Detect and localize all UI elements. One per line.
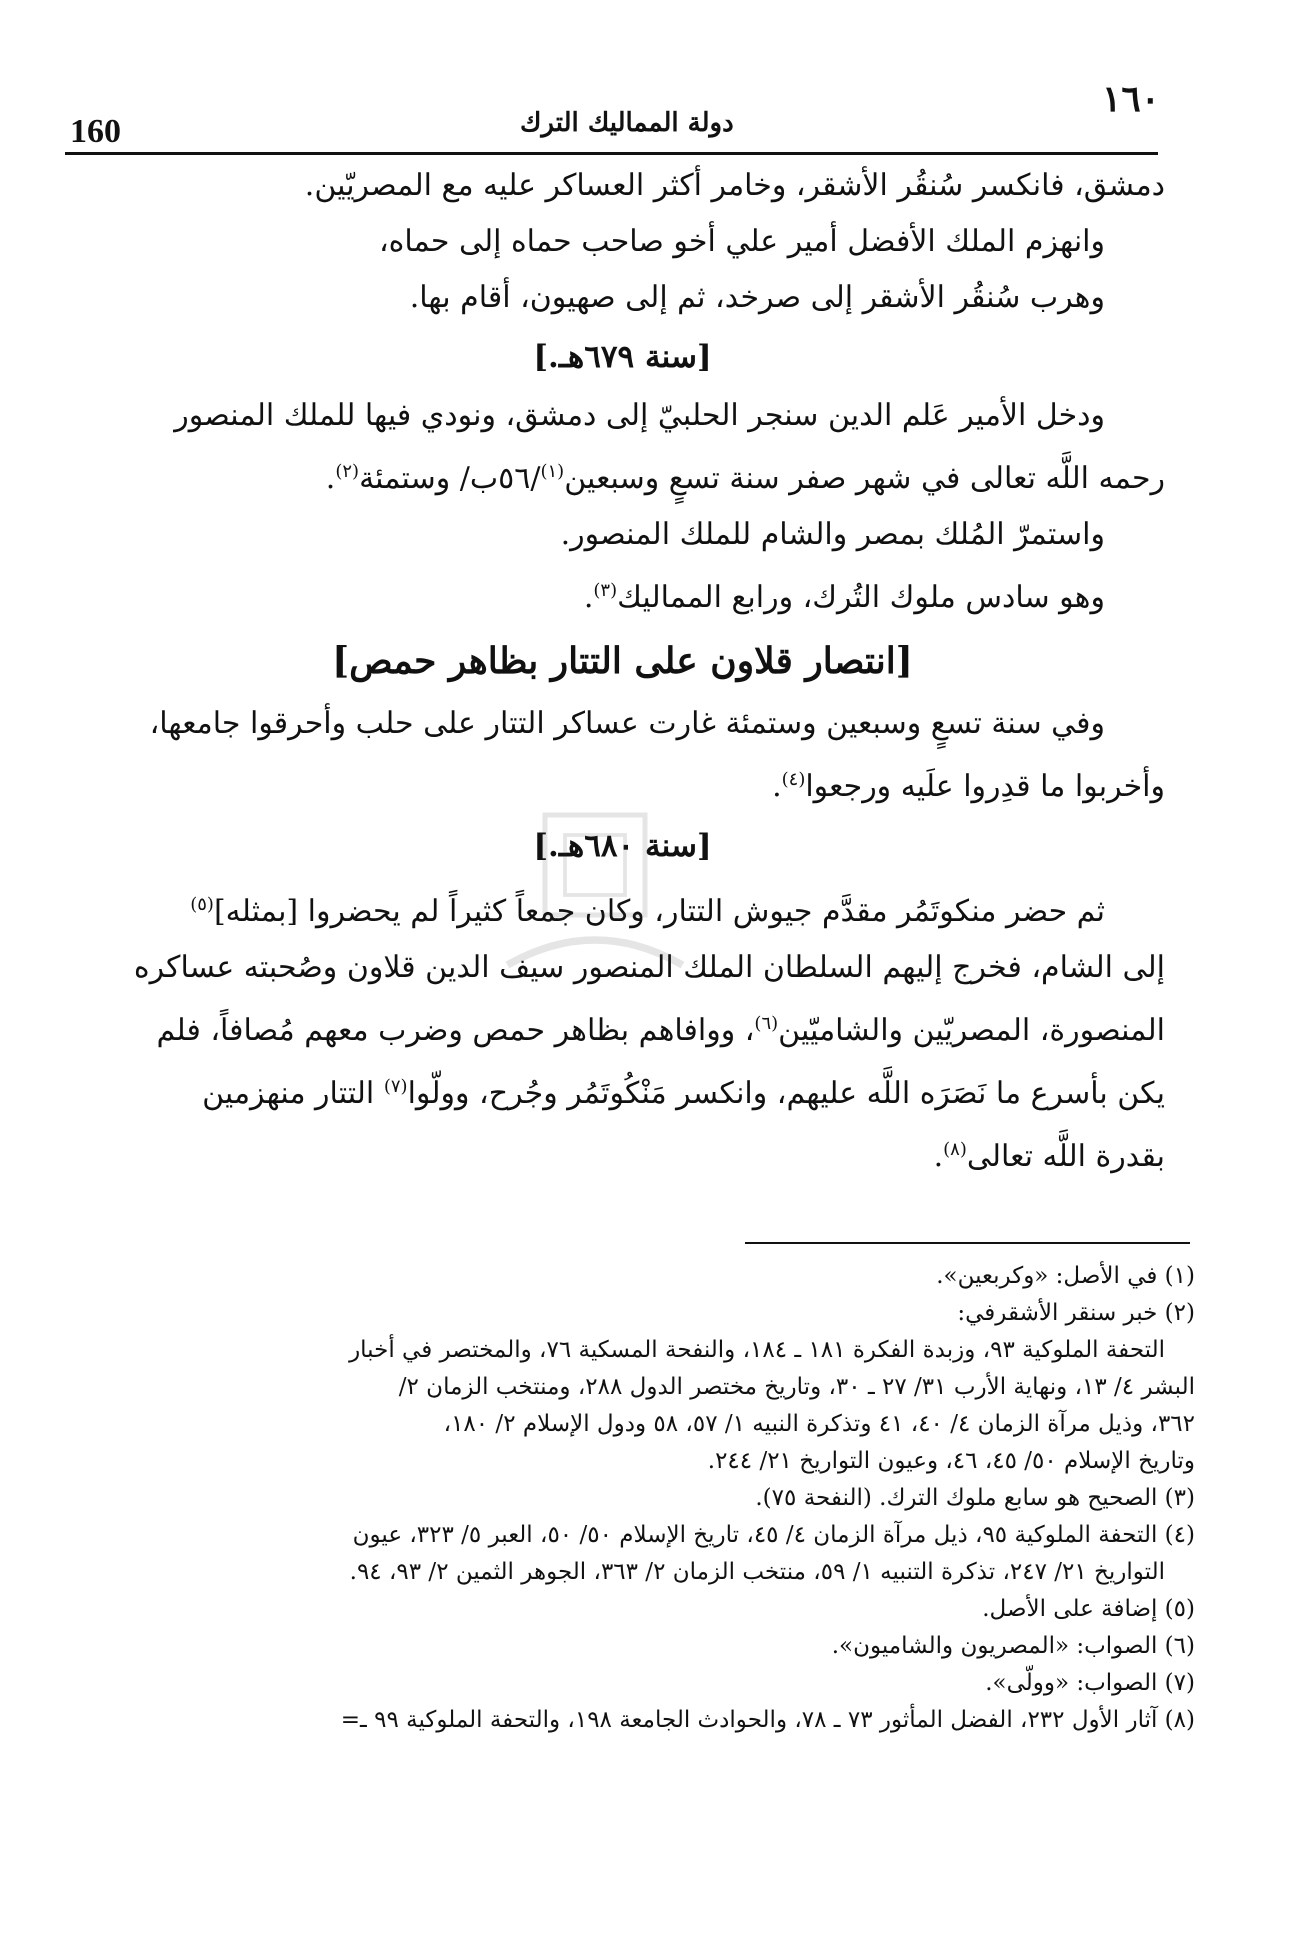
footnotes [115,1258,1195,1739]
footnote-ref: (٣) [593,580,618,601]
year-heading: [سنة ٦٨٠هـ.] [533,828,712,864]
footnote-continuation: البشر ٤/ ١٣، ونهاية الأرب ٣١/ ٢٧ ـ ٣٠، وتاريخ مختصر الدول ٢٨٨، ومنتخب الزمان ٢/ [398,1374,1195,1400]
footnote-ref: (٧) [383,1076,408,1097]
page-header [60,78,1160,148]
text-line: يكن بأسرع ما نَصَرَه اللَّه عليهم، وانكسر مَنْكُوتَمُر وجُرح، وولّوا$^{(٧)}$ التتار منهزمين [202,1076,1165,1111]
text-line: ثم حضر منكوتَمُر مقدَّم جيوش التتار، وكان جمعاً كثيراً لم يحضروا [بمثله]$^{(٥)}$ [190,894,1105,929]
text-line: وانهزم الملك الأفضل أمير علي أخو صاحب حماه إلى حماه، [378,224,1105,259]
text-line: المنصورة، المصريّين والشاميّين$^{(٦)}$، ووافاهم بظاهر حمص وضرب معهم مُصافاً، فلم [156,1013,1165,1048]
footnote: (٤) التحفة الملوكية ٩٥، ذيل مرآة الزمان ٤/ ٤٥، تاريخ الإسلام ٥٠/ ٥٠، العبر ٥/ ٣٢٣، عيون [352,1522,1195,1548]
page-number-latin: 160 [70,113,121,150]
header-rule [65,152,1158,155]
library-watermark-icon [470,790,720,1040]
text-line: وفي سنة تسعٍ وسبعين وستمئة غارت عساكر التتار على حلب وأحرقوا جامعها، [149,706,1105,741]
footnote-continuation: التواريخ ٢١/ ٢٤٧، تذكرة التنبيه ١/ ٥٩، منتخب الزمان ٢/ ٣٦٣، الجوهر الثمين ٢/ ٩٣، ٩٤. [349,1559,1165,1585]
footnote-continuation: وتاريخ الإسلام ٥٠/ ٤٥، ٤٦، وعيون التواريخ ٢١/ ٢٤٤. [707,1448,1195,1474]
text-line: ودخل الأمير عَلم الدين سنجر الحلبيّ إلى دمشق، ونودي فيها للملك المنصور [174,398,1105,433]
footnote-ref: (٦) [754,1013,779,1034]
footnote-ref: (٥) [190,894,214,915]
text-line: وهو سادس ملوك التُرك، ورابع المماليك$^{(٣)}$. [583,580,1105,615]
footnote-continuation: التحفة الملوكية ٩٣، وزبدة الفكرة ١٨١ ـ ١٨٤، والنفحة المسكية ٧٦، والمختصر في أخبار [349,1337,1165,1363]
text-line: دمشق، فانكسر سُنقُر الأشقر، وخامر أكثر العساكر عليه مع المصريّين. [304,168,1165,203]
footnote: (١) في الأصل: «وكربعين». [936,1263,1195,1289]
text-line: واستمرّ المُلك بمصر والشام للملك المنصور. [560,517,1105,552]
footnote-ref: (٢) [335,461,360,482]
year-heading: [سنة ٦٧٩هـ.] [533,339,712,375]
section-heading: [انتصار قلاون على التتار بظاهر حمص] [332,640,913,682]
footnote: (٣) الصحيح هو سابع ملوك الترك. (النفحة ٧٥). [755,1485,1195,1511]
footnote-continuation: ٣٦٢، وذيل مرآة الزمان ٤/ ٤٠، ٤١ وتذكرة النبيه ١/ ٥٧، ٥٨ ودول الإسلام ٢/ ١٨٠، [443,1411,1195,1437]
footnote-ref: (١) [540,461,565,482]
footnote: (٨) آثار الأول ٢٣٢، الفضل المأثور ٧٣ ـ ٧٨، والحوادث الجامعة ١٩٨، والتحفة الملوكية ٩٩ ـ= [340,1707,1195,1733]
footnote: (٢) خبر سنقر الأشقرفي: [957,1300,1195,1326]
footnote: (٧) الصواب: «وولّى». [985,1670,1195,1696]
footnote: (٥) إضافة على الأصل. [982,1596,1195,1622]
footnote-ref: (٨) [943,1139,967,1160]
footnote: (٦) الصواب: «المصريون والشاميون». [831,1633,1195,1659]
text-line: وهرب سُنقُر الأشقر إلى صرخد، ثم إلى صهيون، أقام بها. [409,280,1105,315]
text-line: بقدرة اللَّه تعالى$^{(٨)}$. [933,1139,1165,1174]
running-title: دولة المماليك الترك [520,108,734,138]
footnote-rule [745,1242,1190,1244]
text-line: رحمه اللَّه تعالى في شهر صفر سنة تسعٍ وسبعين$^{(١)}$/٥٦ب/ وستمئة$^{(٢)}$. [325,461,1165,496]
text-line: إلى الشام، فخرج إليهم السلطان الملك المنصور سيف الدين قلاون وصُحبته عساكره [133,950,1165,985]
footnote-ref: (٤) [781,769,806,790]
page-number-arabic: ١٦٠ [1101,78,1160,120]
text-line: وأخربوا ما قدِروا علَيه ورجعوا$^{(٤)}$. [772,769,1165,804]
